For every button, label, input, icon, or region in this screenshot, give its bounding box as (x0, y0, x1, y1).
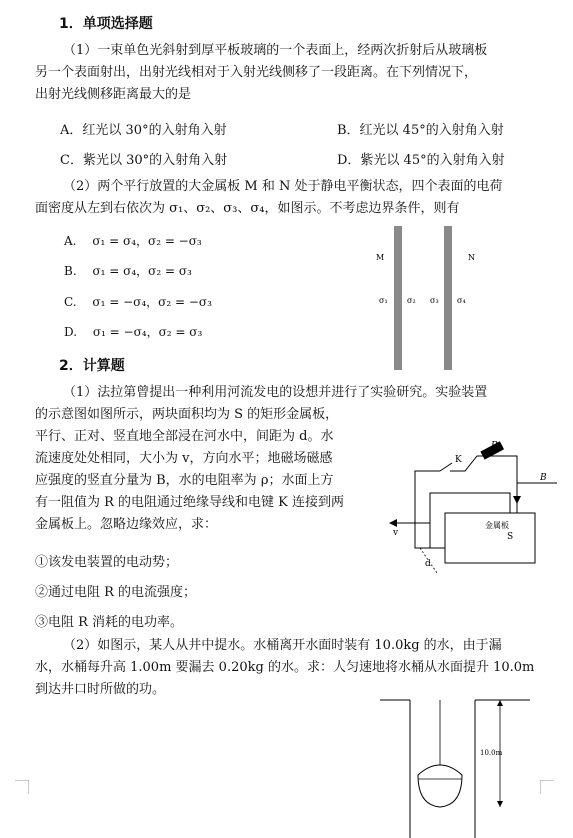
label-sigma4: σ₄ (457, 296, 466, 305)
q2-option-d-letter: D. (64, 325, 78, 339)
question-2-2-stem (35, 635, 560, 701)
q21-sub3: ③电阻 R 消耗的电功率。 (35, 615, 184, 630)
q22-line3: 到达井口时所做的功。 (35, 682, 166, 697)
label-d: d (425, 559, 431, 569)
bucket (418, 765, 462, 807)
label-sigma1: σ₁ (379, 296, 388, 305)
q21-subquestions (35, 548, 196, 638)
q1-option-a: A．红光以 30°的入射角入射 (60, 123, 227, 138)
label-b: B (540, 473, 547, 483)
q1-option-b: B．红光以 45°的入射角入射 (337, 123, 504, 138)
q21-line1: （1）法拉第曾提出一种利用河流发电的设想并进行了实验研究。实验装置 (63, 385, 488, 400)
question-1-1-stem (35, 40, 555, 106)
plate-m (394, 226, 402, 370)
q21-line3: 平行、正对、竖直地全部浸在河水中，间距为 d。水 (35, 429, 334, 444)
label-r: R (491, 441, 498, 451)
label-m: M (376, 253, 385, 262)
q1-stem-line2: 另一个表面射出，出射光线相对于入射光线侧移了一段距离。在下列情况下， (35, 65, 478, 80)
label-s: S (507, 532, 514, 542)
section-2-heading: 2．计算题 (59, 358, 125, 374)
q21-sub1: ①该发电装置的电动势； (35, 555, 179, 570)
river-generator-figure (385, 438, 560, 588)
q21-line5: 应强度的竖直分量为 B，水的电阻率为 ρ；水面上方 (35, 473, 334, 488)
question-1-2-stem (35, 176, 555, 220)
q1-option-c: C．紫光以 30°的入射角入射 (60, 153, 228, 168)
q2-option-a-text: σ₁ = σ₄，σ₂ = −σ₃ (92, 234, 202, 248)
q2-option-d (64, 323, 202, 340)
q2-option-a (64, 232, 202, 249)
plate-n (444, 226, 452, 370)
q21-line2: 的示意图如图所示，两块面积均为 S 的矩形金属板， (35, 407, 339, 422)
q2-option-c-text: σ₁ = −σ₄，σ₂ = −σ₃ (92, 295, 212, 309)
page-corner-left (15, 780, 29, 794)
q21-line7: 金属板上。忽略边缘效应，求： (35, 517, 218, 532)
q2-option-c-letter: C. (64, 295, 77, 309)
q2-option-d-text: σ₁ = −σ₄，σ₂ = σ₃ (92, 325, 203, 339)
q22-line1: （2）如图示，某人从井中提水。水桶离开水面时装有 10.0kg 的水，由于漏 (63, 638, 502, 653)
q2-option-b-letter: B. (64, 264, 77, 278)
key-switch (440, 463, 452, 471)
q2-option-b-text: σ₁ = σ₄，σ₂ = σ₃ (92, 264, 192, 278)
label-sigma2: σ₂ (407, 296, 416, 305)
v-arrowhead (389, 519, 397, 527)
q21-line6: 有一阻值为 R 的电阻通过绝缘导线和电键 K 连接到两 (35, 495, 345, 510)
q21-sub2: ②通过电阻 R 的电流强度； (35, 585, 197, 600)
q1-stem-line1: （1）一束单色光斜射到厚平板玻璃的一个表面上，经两次折射后从玻璃板 (63, 43, 488, 58)
label-n: N (468, 253, 475, 262)
label-sigma3: σ₃ (430, 296, 439, 305)
height-arrow-bottom (497, 801, 503, 807)
well-figure (380, 695, 540, 838)
label-k: K (455, 455, 462, 465)
q21-line4: 流速度处处相同，大小为 v，方向水平；地磁场磁感 (35, 451, 333, 466)
section-1-heading: 1．单项选择题 (59, 16, 153, 32)
b-arrowhead (513, 496, 521, 504)
q1-option-d: D．紫光以 45°的入射角入射 (337, 153, 505, 168)
q2-stem-line2: 面密度从左到右依次为 σ₁、σ₂、σ₃、σ₄，如图示。不考虑边界条件，则有 (35, 201, 460, 216)
q2-option-c (64, 293, 212, 310)
q1-stem-line3: 出射光线侧移距离最大的是 (35, 87, 192, 102)
parallel-plates-figure (370, 224, 490, 374)
label-metal-plate: 金属板 (485, 521, 509, 530)
height-arrow-top (497, 700, 503, 706)
q2-option-b (64, 262, 192, 279)
q22-line2: 水，水桶每升高 1.00m 要漏去 0.20kg 的水。求：人匀速地将水桶从水面提升 10.0m (35, 660, 535, 675)
q2-stem-line1: （2）两个平行放置的大金属板 M 和 N 处于静电平衡状态，四个表面的电荷 (63, 179, 503, 194)
label-height: 10.0m (480, 749, 503, 757)
label-v: v (393, 528, 399, 538)
page-corner-right (540, 780, 554, 794)
q2-option-a-letter: A. (64, 234, 77, 248)
